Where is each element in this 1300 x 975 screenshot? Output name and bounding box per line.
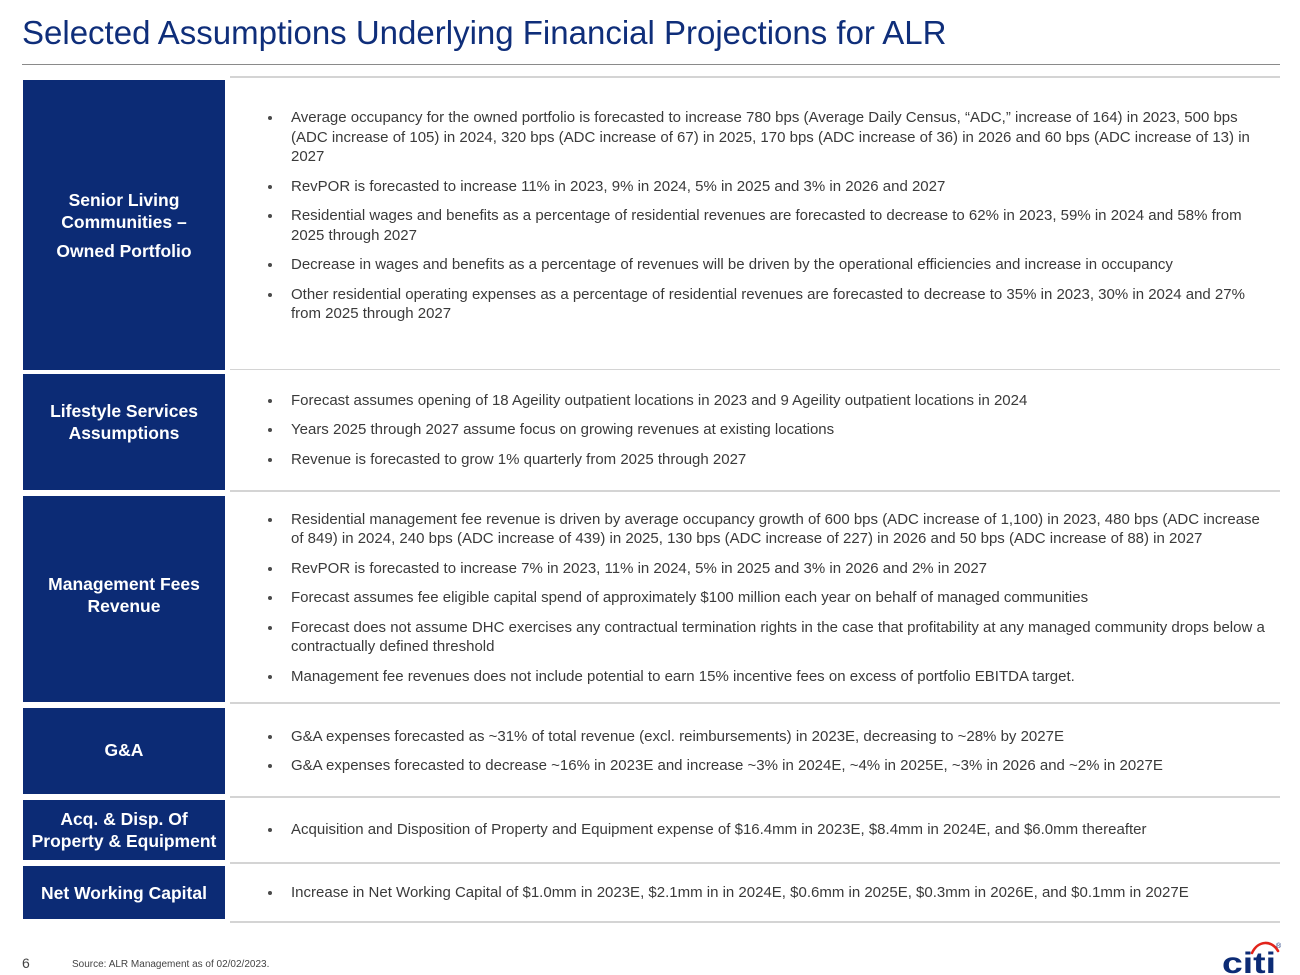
section-label-line: Revenue — [87, 596, 161, 616]
title-divider — [22, 64, 1280, 65]
bullet-list — [268, 866, 1268, 919]
section-label-line: Property & Equipment — [31, 831, 217, 851]
bullet-list — [268, 800, 1268, 860]
bullet-item: Forecast assumes fee eligible capital spend of approximately $100 million each year on behalf of managed communities — [268, 588, 1268, 608]
section-label — [23, 866, 225, 919]
bullet-list — [268, 496, 1268, 700]
section-senior-living — [22, 76, 1280, 370]
section-label-line: Acq. & Disp. Of — [60, 809, 188, 829]
citi-logo-wordmark: citi — [1222, 947, 1276, 974]
bullet-item: G&A expenses forecasted to decrease ~16% in 2023E and increase ~3% in 2024E, ~4% in 2025E, ~3% in 2026 and ~2% in 2027E — [268, 756, 1268, 776]
section-label-line: G&A — [104, 740, 144, 760]
section-label-line: Management Fees — [48, 574, 200, 594]
section-g-and-a — [22, 708, 1280, 798]
bullet-list — [268, 80, 1268, 352]
section-label-line: Senior Living — [68, 189, 180, 210]
bullet-item: RevPOR is forecasted to increase 11% in 2023, 9% in 2024, 5% in 2025 and 3% in 2026 and 2027 — [268, 177, 1268, 197]
row-divider — [230, 796, 1280, 798]
row-divider — [230, 369, 1280, 370]
bullet-item: Revenue is forecasted to grow 1% quarterly from 2025 through 2027 — [268, 450, 1268, 470]
bullet-item: Increase in Net Working Capital of $1.0mm in 2023E, $2.1mm in in 2024E, $0.6mm in 2025E, $0.3mm in 2026E, and $0.1mm in 2027E — [268, 883, 1268, 903]
bullet-item: Forecast assumes opening of 18 Ageility outpatient locations in 2023 and 9 Ageility outpatient locations in 2024 — [268, 391, 1268, 411]
bullet-item: Residential wages and benefits as a percentage of residential revenues are forecasted to decrease to 62% in 2023, 59% in 2024 and 58% from 2025 through 2027 — [268, 206, 1268, 245]
section-acq-disp — [22, 800, 1280, 864]
section-label-line: Net Working Capital — [41, 882, 207, 903]
bullet-item: Average occupancy for the owned portfolio is forecasted to increase 780 bps (Average Daily Census, “ADC,” increase of 164) in 2023, 500 bps (ADC increase of 105) in 2024, 320 bps (ADC increase of 67) in 2025, 170 bps (ADC increase of 36) in 2026 and 60 bps (ADC increase of 13) in 2027 — [268, 108, 1268, 167]
citi-logo — [1222, 936, 1284, 974]
bullet-item: Management fee revenues does not include potential to earn 15% incentive fees on excess of portfolio EBITDA target. — [268, 667, 1268, 687]
section-label — [23, 800, 225, 860]
section-management-fees — [22, 496, 1280, 704]
bullet-item: Residential management fee revenue is driven by average occupancy growth of 600 bps (ADC increase of 1,100) in 2023, 480 bps (ADC increase of 849) in 2024, 240 bps (ADC increase of 439) in 2025, 130 bps (ADC increase of 227) in 2026 and 50 bps (ADC increase of 88) in 2027 — [268, 510, 1268, 549]
bullet-item: Forecast does not assume DHC exercises any contractual termination rights in the case that profitability at any managed community drops below a contractually defined threshold — [268, 618, 1268, 657]
bullet-item: Acquisition and Disposition of Property and Equipment expense of $16.4mm in 2023E, $8.4mm in 2024E, and $6.0mm thereafter — [268, 820, 1268, 840]
section-lifestyle-services — [22, 374, 1280, 492]
page-title: Selected Assumptions Underlying Financial Projections for ALR — [22, 14, 947, 51]
section-label-line: Lifestyle Services — [50, 401, 198, 421]
bullet-item: Decrease in wages and benefits as a percentage of revenues will be driven by the operational efficiencies and increase in occupancy — [268, 255, 1268, 275]
section-label-line: Communities – — [61, 211, 187, 232]
section-label — [23, 708, 225, 794]
registered-mark: ® — [1276, 943, 1282, 950]
bullet-item: Other residential operating expenses as a percentage of residential revenues are forecasted to decrease to 35% in 2023, 30% in 2024 and 27% from 2025 through 2027 — [268, 285, 1268, 324]
bullet-item: RevPOR is forecasted to increase 7% in 2023, 11% in 2024, 5% in 2025 and 3% in 2026 and 2% in 2027 — [268, 559, 1268, 579]
row-divider — [230, 921, 1280, 923]
row-divider — [230, 490, 1280, 492]
section-label — [23, 80, 225, 370]
section-net-working-capital — [22, 866, 1280, 923]
row-divider — [230, 76, 1280, 78]
source-note: Source: ALR Management as of 02/02/2023. — [72, 959, 270, 970]
section-label-line: Owned Portfolio — [56, 240, 192, 261]
page-number: 6 — [22, 955, 30, 971]
section-label-line: Assumptions — [68, 423, 180, 443]
section-label — [23, 374, 225, 490]
bullet-item: Years 2025 through 2027 assume focus on growing revenues at existing locations — [268, 420, 1268, 440]
bullet-item: G&A expenses forecasted as ~31% of total revenue (excl. reimbursements) in 2023E, decreasing to ~28% by 2027E — [268, 727, 1268, 747]
row-divider — [230, 862, 1280, 864]
section-label — [23, 496, 225, 702]
bullet-list — [268, 374, 1268, 486]
bullet-list — [268, 708, 1268, 794]
row-divider — [230, 702, 1280, 704]
